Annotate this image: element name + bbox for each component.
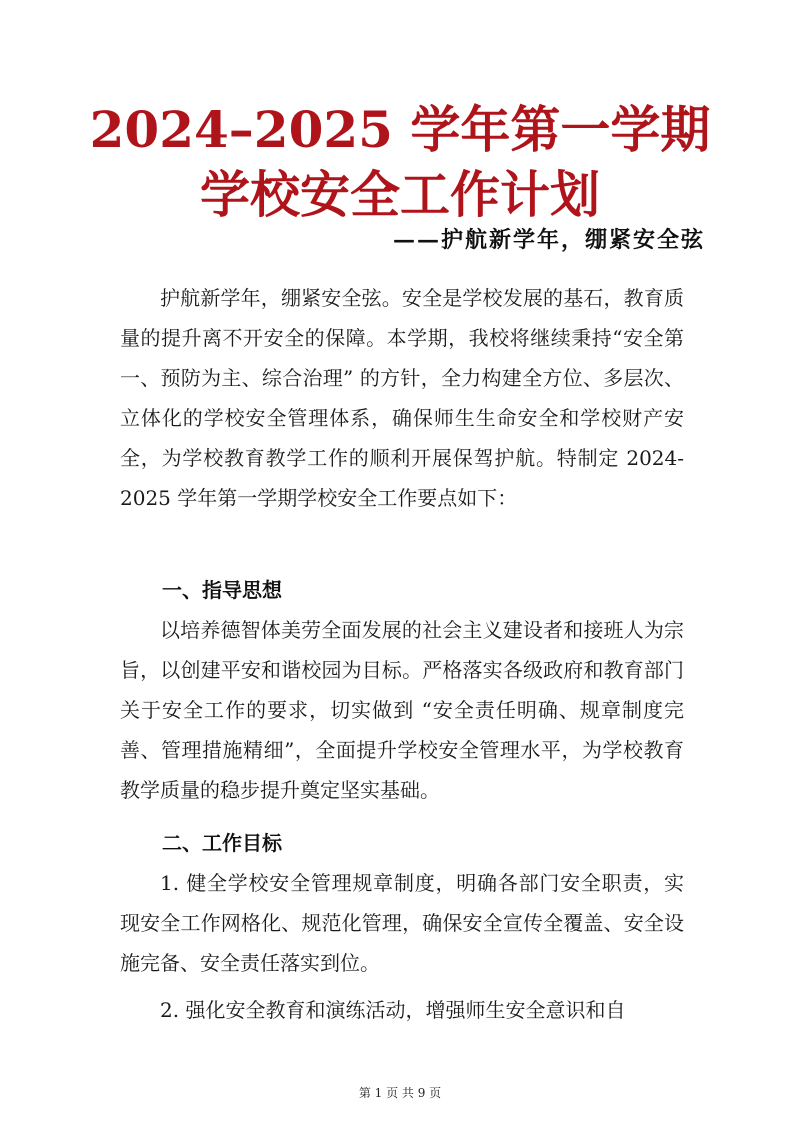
document-subtitle: ——护航新学年，绷紧安全弦	[392, 227, 705, 253]
work-goal-item-2: 2. 强化安全教育和演练活动，增强师生安全意识和自	[160, 998, 626, 1022]
guiding-ideology-paragraph: 以培养德智体美劳全面发展的社会主义建设者和接班人为宗旨，以创建平安和谐校园为目标。严格落实各级政府和教育部门关于安全工作的要求，切实做到 “安全责任明确、规章制度完善、管理措施精细”，全面提升学校安全管理水平，为学校教育教学质量的稳步提升奠定坚实基础。	[120, 618, 684, 802]
section-heading-guiding-ideology: 一、指导思想	[162, 578, 282, 602]
document-title-line-2: 学校安全工作计划	[200, 165, 600, 224]
section-heading-work-goals: 二、工作目标	[162, 831, 282, 855]
document-title-line-1: 2024–2025 学年第一学期	[89, 100, 711, 159]
page-number-footer: 第 1 页 共 9 页	[358, 1086, 442, 1100]
intro-paragraph: 护航新学年，绷紧安全弦。安全是学校发展的基石，教育质量的提升离不开安全的保障。本学期，我校将继续秉持“安全第一、预防为主、综合治理” 的方针，全力构建全方位、多层次、立体化的学校安全管理体系，确保师生生命安全和学校财产安全，为学校教育教学工作的顺利开展保驾护航。特制定 2024-2025 学年第一学期学校安全工作要点如下：	[120, 286, 684, 510]
work-goal-item-1: 1. 健全学校安全管理规章制度，明确各部门安全职责，实现安全工作网格化、规范化管理，确保安全宣传全覆盖、安全设施完备、安全责任落实到位。	[120, 871, 684, 975]
